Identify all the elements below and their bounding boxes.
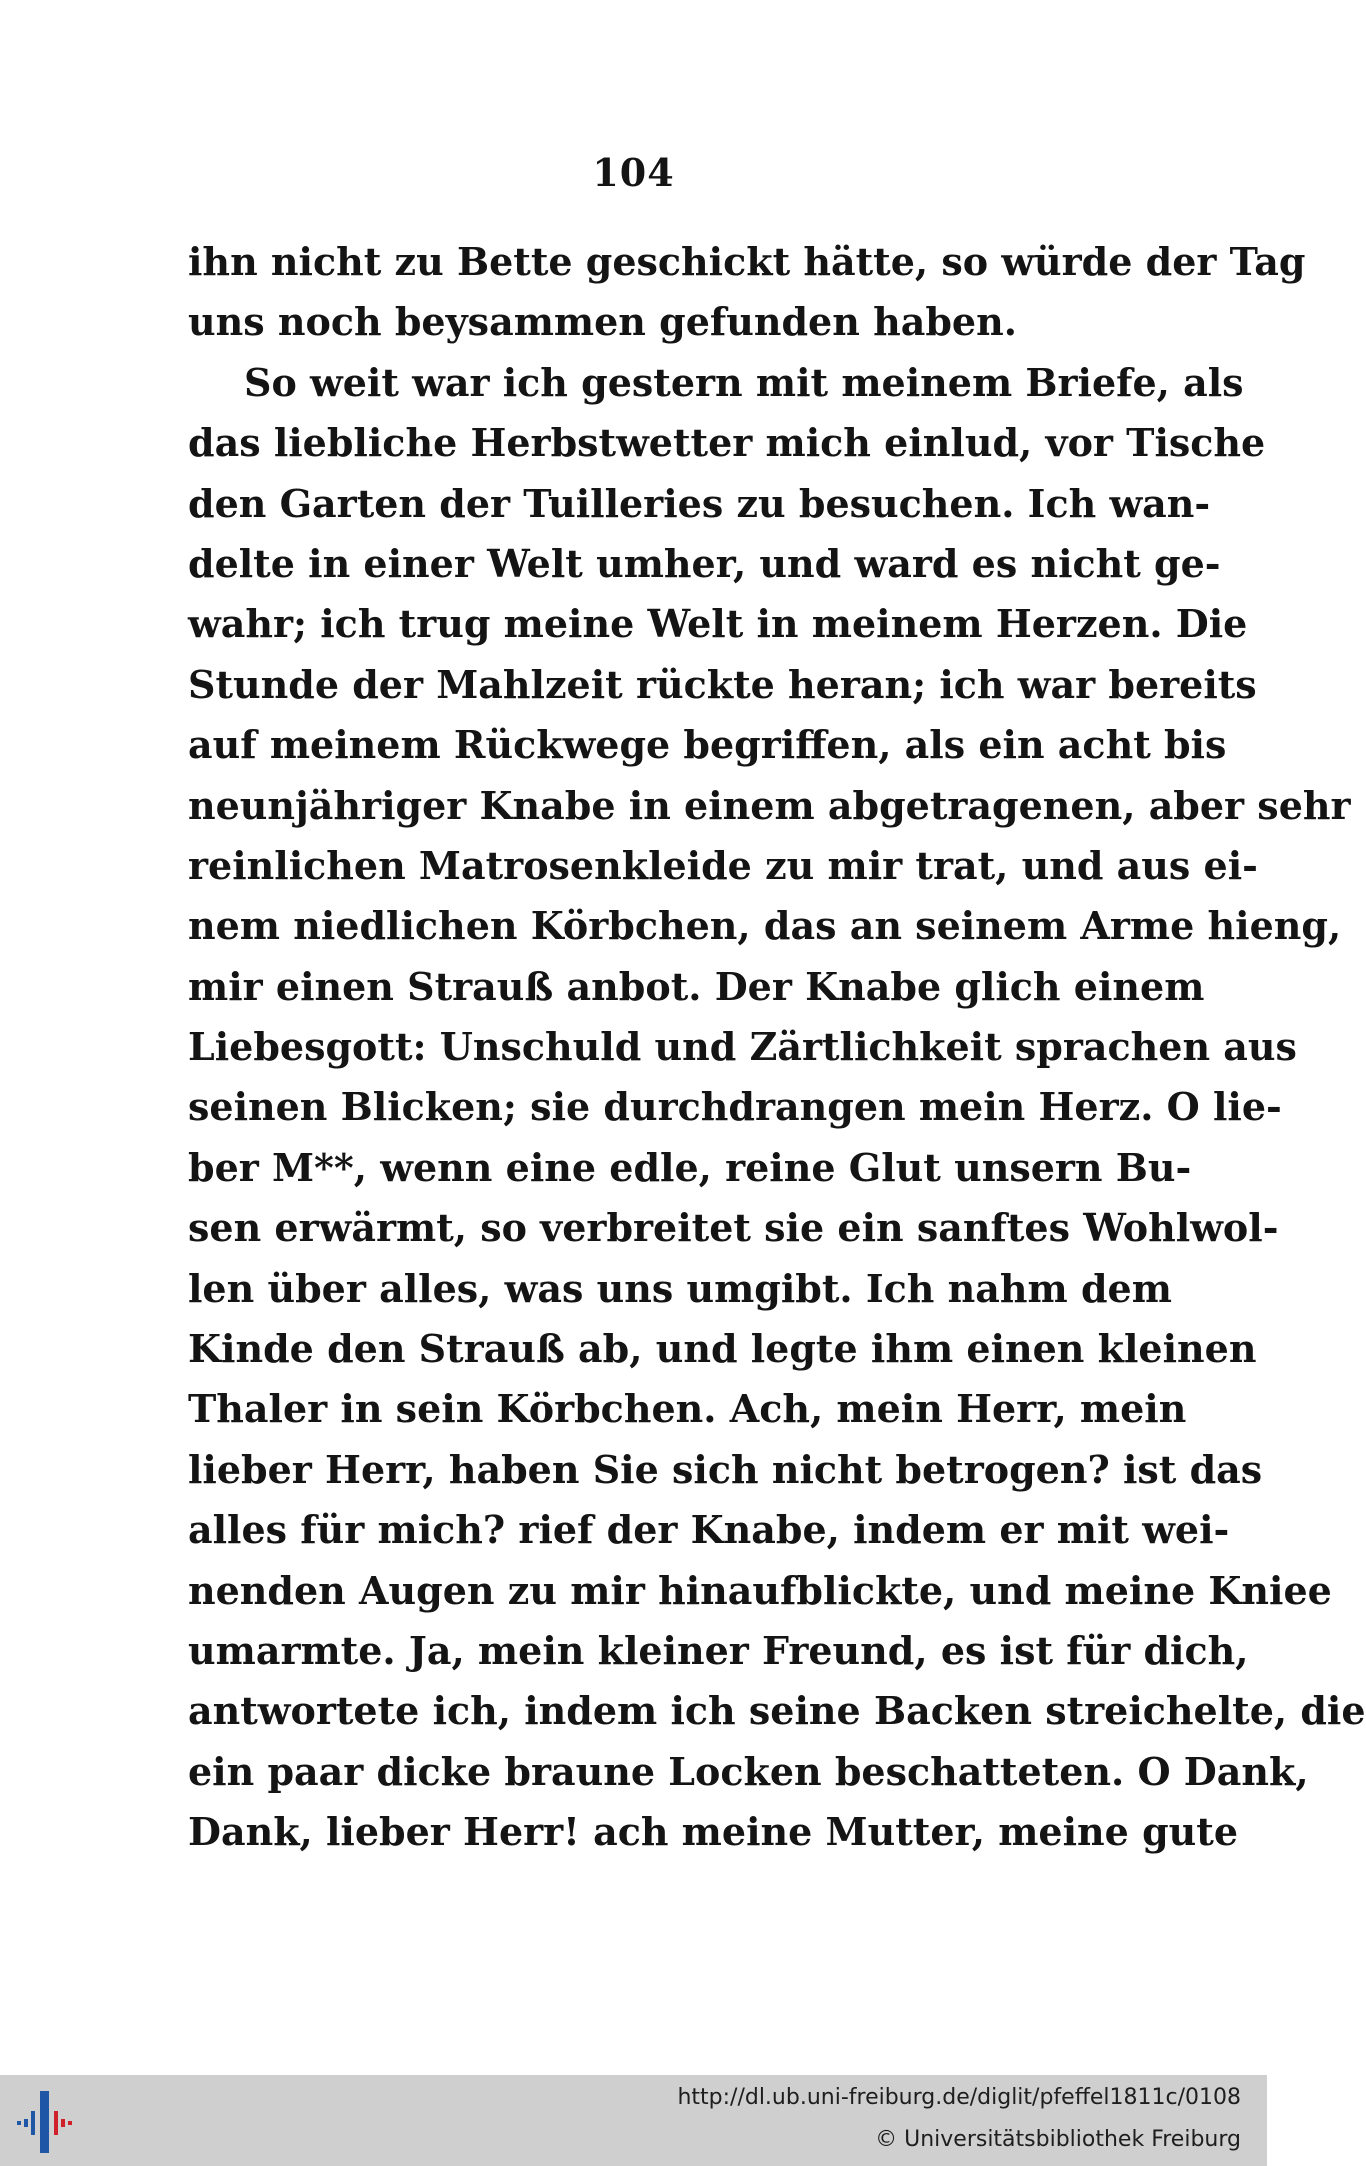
text-line: Stunde der Mahlzeit rückte heran; ich war bereits	[188, 661, 1257, 707]
text-line: ein paar dicke braune Locken beschatteten. O Dank,	[188, 1748, 1309, 1794]
text-line: nenden Augen zu mir hinaufblickte, und meine Kniee	[188, 1567, 1332, 1613]
body-text	[188, 232, 1366, 1863]
ub-freiburg-logo-icon[interactable]	[14, 2091, 78, 2153]
footer-bar	[0, 2075, 1267, 2166]
text-line: sen erwärmt, so verbreitet sie ein sanftes Wohlwol-	[188, 1205, 1279, 1251]
text-line: seinen Blicken; sie durchdrangen mein Herz. O lie-	[188, 1084, 1282, 1130]
text-line: alles für mich? rief der Knabe, indem er mit wei-	[188, 1507, 1230, 1553]
text-line: auf meinem Rückwege begriffen, als ein acht bis	[188, 722, 1227, 768]
permalink-url[interactable]: http://dl.ub.uni-freiburg.de/diglit/pfeffel1811c/0108	[677, 2085, 1241, 2110]
copyright-notice: © Universitätsbibliothek Freiburg	[875, 2127, 1241, 2152]
text-line: So weit war ich gestern mit meinem Briefe, als	[244, 359, 1244, 405]
text-line: reinlichen Matrosenkleide zu mir trat, und aus ei-	[188, 842, 1258, 888]
text-line: umarmte. Ja, mein kleiner Freund, es ist für dich,	[188, 1627, 1249, 1673]
text-line: lieber Herr, haben Sie sich nicht betrogen? ist das	[188, 1446, 1263, 1492]
text-line: ber M**, wenn eine edle, reine Glut unsern Bu-	[188, 1144, 1192, 1190]
text-line: den Garten der Tuilleries zu besuchen. Ich wan-	[188, 480, 1211, 526]
text-line: das liebliche Herbstwetter mich einlud, vor Tische	[188, 420, 1266, 466]
page-number: 104	[592, 150, 675, 195]
text-line: Liebesgott: Unschuld und Zärtlichkeit sprachen aus	[188, 1024, 1297, 1070]
text-line: Dank, lieber Herr! ach meine Mutter, meine gute	[188, 1809, 1239, 1855]
text-line: Kinde den Strauß ab, und legte ihm einen kleinen	[188, 1326, 1257, 1372]
text-line: delte in einer Welt umher, und ward es nicht ge-	[188, 540, 1221, 586]
text-line: uns noch beysammen gefunden haben.	[188, 299, 1017, 345]
text-line: mir einen Strauß anbot. Der Knabe glich einem	[188, 963, 1205, 1009]
text-line: Thaler in sein Körbchen. Ach, mein Herr, mein	[188, 1386, 1187, 1432]
text-line: len über alles, was uns umgibt. Ich nahm dem	[188, 1265, 1172, 1311]
text-line: antwortete ich, indem ich seine Backen streichelte, die	[188, 1688, 1366, 1734]
text-line: ihn nicht zu Bette geschickt hätte, so würde der Tag	[188, 239, 1306, 284]
text-line: neunjähriger Knabe in einem abgetragenen, aber sehr	[188, 782, 1351, 828]
text-line: nem niedlichen Körbchen, das an seinem Arme hieng,	[188, 903, 1342, 949]
text-line: wahr; ich trug meine Welt in meinem Herzen. Die	[188, 601, 1248, 647]
